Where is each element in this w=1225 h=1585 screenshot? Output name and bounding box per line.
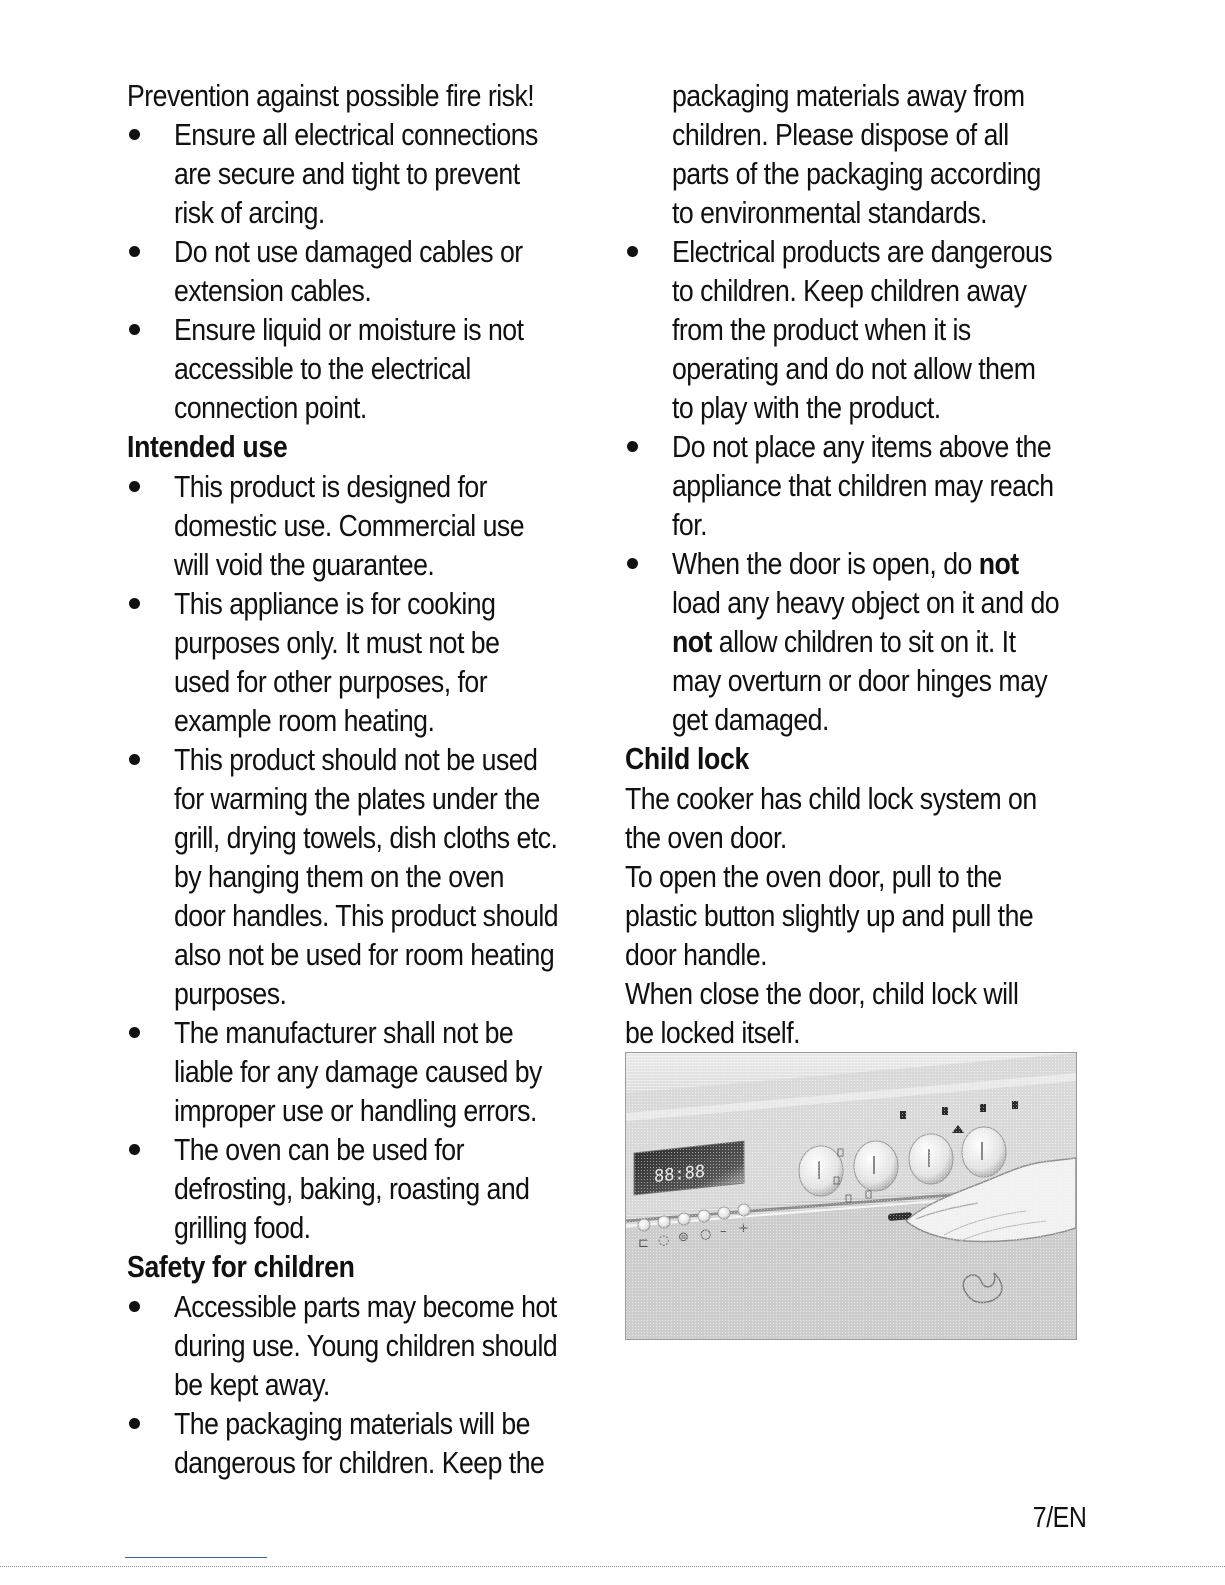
text-line: Electrical products are dangerous	[672, 234, 1053, 269]
right-column	[625, 76, 1095, 1052]
text-line: from the product when it is	[672, 312, 971, 347]
text-line: example room heating.	[174, 703, 435, 738]
list-item	[625, 232, 1095, 427]
text-line: grilling food.	[174, 1210, 311, 1245]
text-line: Do not place any items above the	[672, 429, 1052, 464]
text-line: plastic button slightly up and pull the	[625, 898, 1034, 933]
text-line: used for other purposes, for	[174, 664, 488, 699]
text-line: improper use or handling errors.	[174, 1093, 537, 1128]
text-line	[672, 544, 1036, 583]
text-line	[672, 622, 1036, 661]
text-line: The cooker has child lock system on	[625, 781, 1037, 816]
bullet-icon	[129, 246, 140, 257]
text-line: connection point.	[174, 390, 367, 425]
child-lock-illustration	[625, 1052, 1077, 1340]
text-line: packaging materials away from	[672, 78, 1025, 113]
list-item	[127, 1013, 612, 1130]
list-item	[127, 740, 612, 1013]
text-line: be locked itself.	[625, 1015, 800, 1050]
text-line: extension cables.	[174, 273, 372, 308]
bullet-icon	[627, 246, 638, 257]
text-line: for.	[672, 507, 707, 542]
text-line: may overturn or door hinges may	[672, 663, 1048, 698]
bullet-icon	[129, 1301, 140, 1312]
list-item	[127, 467, 612, 584]
list-item	[127, 310, 612, 427]
safety-children-heading: Safety for children	[127, 1249, 355, 1284]
text-line: Do not use damaged cables or	[174, 234, 523, 269]
text-line: The packaging materials will be	[174, 1406, 530, 1441]
page-number: 7/EN	[1032, 1502, 1086, 1534]
emphasis-not: not	[978, 546, 1019, 581]
text-line: accessible to the electrical	[174, 351, 471, 386]
halftone-texture	[626, 1053, 1076, 1339]
text-line: to play with the product.	[672, 390, 941, 425]
bullet-icon	[627, 441, 638, 452]
text-line: door handle.	[625, 937, 768, 972]
text-line: The manufacturer shall not be	[174, 1015, 514, 1050]
list-item	[127, 1287, 612, 1404]
text-line: for warming the plates under the	[174, 781, 540, 816]
bullet-icon	[129, 481, 140, 492]
page-bottom-edge	[0, 1566, 1225, 1567]
text-line: Accessible parts may become hot	[174, 1289, 557, 1324]
bullet-icon	[129, 324, 140, 335]
text-line: The oven can be used for	[174, 1132, 464, 1167]
bullet-icon	[129, 754, 140, 765]
text-line: dangerous for children. Keep the	[174, 1445, 545, 1480]
text-line: defrosting, baking, roasting and	[174, 1171, 530, 1206]
oven-panel-drawing	[626, 1053, 1076, 1339]
left-column	[127, 76, 612, 1482]
footer-rule	[125, 1557, 267, 1558]
text-line: are secure and tight to prevent	[174, 156, 520, 191]
list-item	[625, 427, 1095, 544]
bullet-icon	[129, 598, 140, 609]
text-line: children. Please dispose of all	[672, 117, 1009, 152]
text-line: grill, drying towels, dish cloths etc.	[174, 820, 558, 855]
text-line: liable for any damage caused by	[174, 1054, 542, 1089]
bullet-icon	[129, 1418, 140, 1429]
text-line: risk of arcing.	[174, 195, 325, 230]
text-line: load any heavy object on it and do	[672, 585, 1060, 620]
text-line: purposes.	[174, 976, 287, 1011]
text-line: by hanging them on the oven	[174, 859, 504, 894]
list-item	[127, 115, 612, 232]
intended-use-heading: Intended use	[127, 429, 288, 464]
list-item	[127, 1404, 612, 1482]
bullet-icon	[129, 1027, 140, 1038]
text-line: This product should not be used	[174, 742, 538, 777]
text-line: appliance that children may reach	[672, 468, 1054, 503]
list-item	[127, 584, 612, 740]
text-line: domestic use. Commercial use	[174, 508, 525, 543]
text-line: purposes only. It must not be	[174, 625, 500, 660]
text-line: operating and do not allow them	[672, 351, 1036, 386]
text-line: to environmental standards.	[672, 195, 988, 230]
text-line: also not be used for room heating	[174, 937, 555, 972]
text-line: to children. Keep children away	[672, 273, 1027, 308]
text-line: This product is designed for	[174, 469, 488, 504]
text-line: When close the door, child lock will	[625, 976, 1019, 1011]
bullet-icon	[627, 558, 638, 569]
packaging-continuation	[672, 76, 1095, 232]
text-line: door handles. This product should	[174, 898, 559, 933]
text-line: be kept away.	[174, 1367, 330, 1402]
text-line: To open the oven door, pull to the	[625, 859, 1002, 894]
text-line: Ensure all electrical connections	[174, 117, 538, 152]
text-line: Ensure liquid or moisture is not	[174, 312, 524, 347]
bullet-icon	[129, 129, 140, 140]
list-item	[127, 232, 612, 310]
fire-risk-intro: Prevention against possible fire risk!	[127, 78, 535, 113]
text-line: This appliance is for cooking	[174, 586, 496, 621]
text-line: parts of the packaging according	[672, 156, 1041, 191]
child-lock-heading: Child lock	[625, 741, 749, 776]
list-item	[127, 1130, 612, 1247]
text-line: the oven door.	[625, 820, 787, 855]
bullet-icon	[129, 1144, 140, 1155]
list-item	[625, 544, 1095, 739]
text-fragment: When the door is open, do	[672, 546, 979, 581]
text-line: during use. Young children should	[174, 1328, 558, 1363]
text-fragment: allow children to sit on it. It	[711, 624, 1016, 659]
emphasis-not: not	[672, 624, 712, 659]
text-line: get damaged.	[672, 702, 829, 737]
text-line: will void the guarantee.	[174, 547, 435, 582]
